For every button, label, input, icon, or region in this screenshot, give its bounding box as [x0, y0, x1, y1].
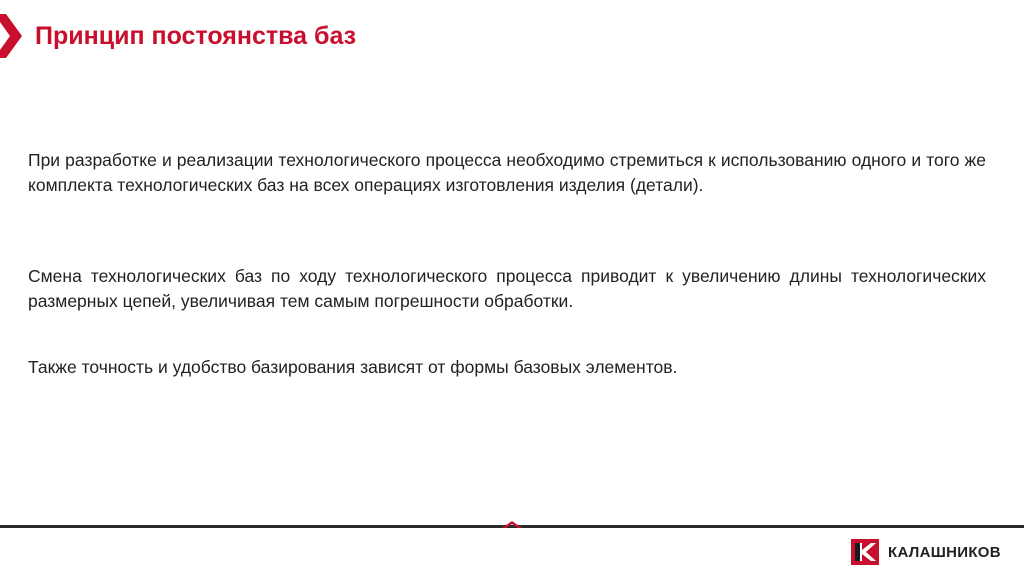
slide-title: Принцип постоянства баз — [35, 22, 357, 50]
brand-name: КАЛАШНИКОВ — [888, 543, 1001, 561]
paragraph-3: Также точность и удобство базирования зависят от формы базовых элементов. — [28, 357, 678, 377]
paragraph-2: Смена технологических баз по ходу технологического процесса приводит к увеличению длины технологических размерных цепей, увеличивая тем самым погрешности обработки. — [28, 266, 986, 311]
footer-divider — [0, 521, 1024, 531]
red-chevron-corner-icon — [0, 14, 22, 58]
paragraph-1: При разработке и реализации технологического процесса необходимо стремиться к использованию одного и того же комплекта технологических баз на всех операциях изготовления изделия (детали). — [28, 150, 986, 195]
brand-logo — [851, 539, 1001, 565]
kalashnikov-logo-icon — [851, 539, 879, 565]
